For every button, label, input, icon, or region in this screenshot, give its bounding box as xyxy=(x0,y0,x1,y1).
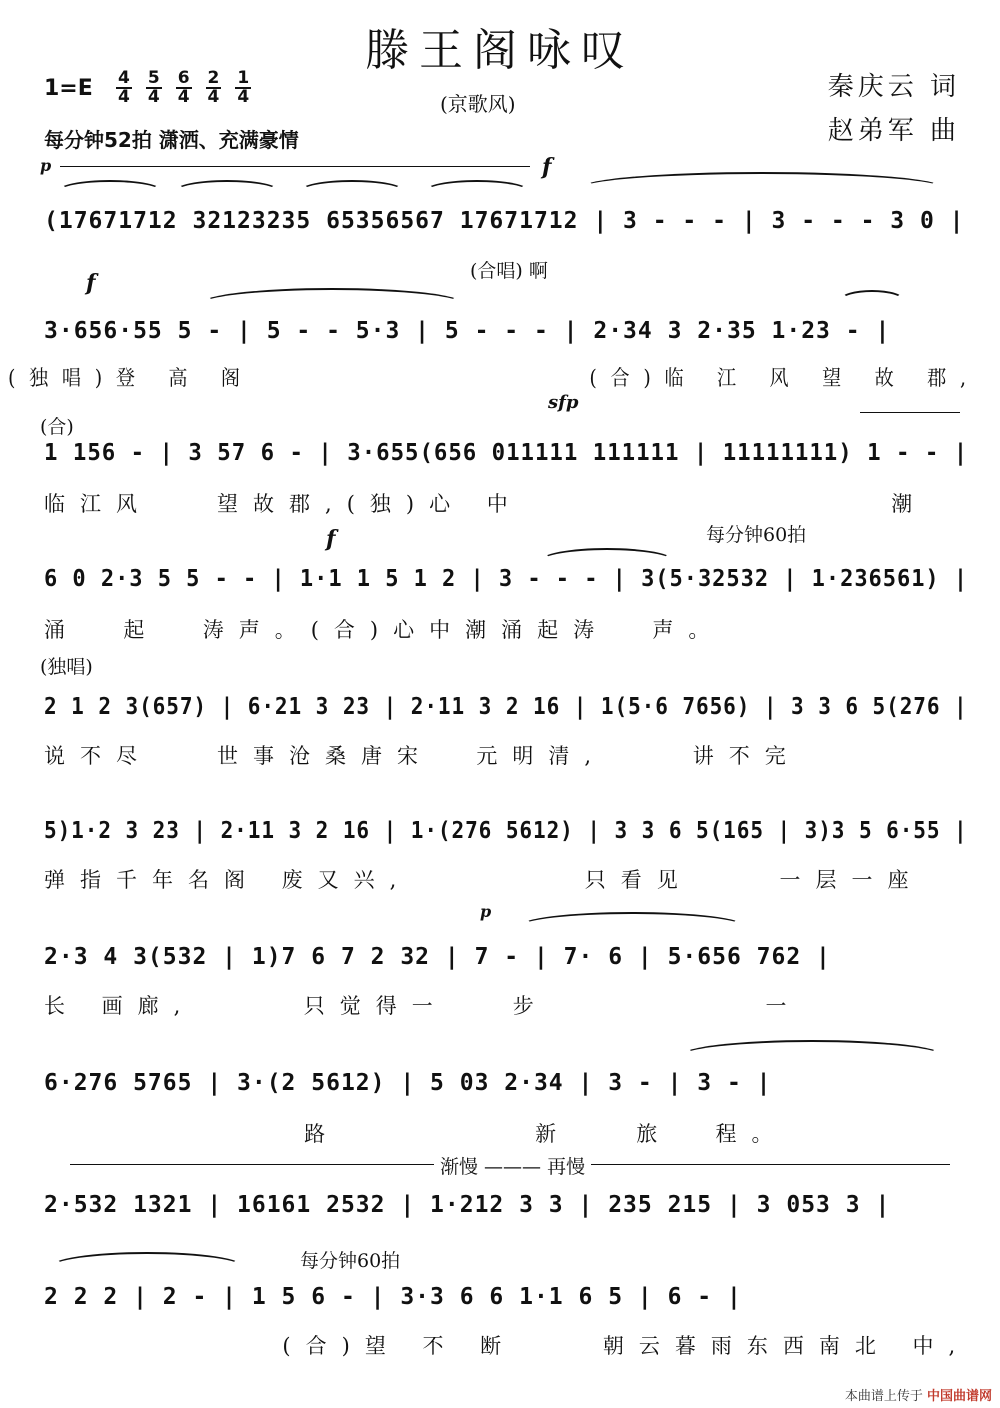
key-signature: 1=E xyxy=(44,76,93,101)
meter-6-4: $\frac{6}{4}$ xyxy=(177,68,190,107)
lyric-row-8: 路 新 旅 程。 xyxy=(44,1122,788,1146)
slur xyxy=(425,180,529,202)
notes-row-5: 2 1 2 3(657) | 6·21 3 23 | 2·11 3 2 16 | 1(5·6 7656) | 3 3 6 5(276 | xyxy=(44,694,968,720)
meter-5-4: $\frac{5}{4}$ xyxy=(147,68,160,107)
notes-row-2: 3·656·55 5 - | 5 - - 5·3 | 5 - - - | 2·34 3 2·35 1·23 - | xyxy=(44,318,891,344)
tempo-marking: 每分钟52拍 潇洒、充满豪情 xyxy=(44,128,299,152)
site-logo: 中国曲谱网 xyxy=(926,1389,992,1404)
slur xyxy=(58,180,162,202)
ritardando-marking: 渐慢 ——— 再慢 xyxy=(434,1152,591,1179)
hairpin-line xyxy=(60,166,530,167)
tempo-change-60: 每分钟60拍 xyxy=(300,1250,401,1272)
lyricist-credit: 秦庆云 词 xyxy=(827,72,960,102)
site-watermark: 本曲谱上传于 中国曲谱网 xyxy=(844,1389,992,1404)
slur xyxy=(840,290,904,310)
notes-row-8: 6·276 5765 | 3·(2 5612) | 5 03 2·34 | 3 - | 3 - | xyxy=(44,1070,772,1096)
score-row-4 xyxy=(44,566,968,606)
annotation-row-3: (合) xyxy=(40,416,74,438)
tie xyxy=(580,172,944,204)
tie xyxy=(680,1040,944,1072)
notes-row-7: 2·3 4 3(532 | 1)7 6 7 2 32 | 7 - | 7· 6 | 5·656 762 | xyxy=(44,944,831,970)
annotation-solo: (独唱) xyxy=(40,656,93,678)
slur xyxy=(300,180,404,202)
notes-row-3: 1 156 - | 3 57 6 - | 3·655(656 011111 111111 | 11111111) 1 - - | xyxy=(44,440,969,466)
meter-4-4: $\frac{4}{4}$ xyxy=(118,68,130,107)
score-row-5 xyxy=(44,694,968,734)
lyric-row-2: (独唱)登 高 阁 (合)临 江 风 望 故 郡, xyxy=(8,366,980,390)
notes-row-9: 2·532 1321 | 16161 2532 | 1·212 3 3 | 235 215 | 3 053 3 | xyxy=(44,1192,891,1218)
lyric-row-10: (合)望 不 断 朝云暮雨东西南北 中, xyxy=(44,1334,971,1358)
hairpin-line xyxy=(860,412,960,413)
tempo-change-60: 每分钟60拍 xyxy=(706,524,807,546)
lyric-row-5: 说不尽 世事沧桑唐宋 元明清, 讲不完 xyxy=(44,744,801,768)
time-signatures xyxy=(116,70,251,106)
lyric-row-6: 弹指千年名阁 废又兴, 只看见 一层一座 xyxy=(44,868,924,892)
score-row-2 xyxy=(44,318,968,358)
notes-row-6: 5)1·2 3 23 | 2·11 3 2 16 | 1·(276 5612) | 3 3 6 5(165 | 3)3 5 6·55 | xyxy=(44,818,968,844)
tie xyxy=(50,1252,244,1282)
style-note: (京歌风) xyxy=(440,92,516,116)
dynamic-sfp: sfp xyxy=(548,392,579,413)
score-row-8 xyxy=(44,1070,968,1110)
meter-1-4: $\frac{1}{4}$ xyxy=(237,68,250,107)
notes-row-4: 6 0 2·3 5 5 - - | 1·1 1 5 1 2 | 3 - - - | 3(5·32532 | 1·236561) | xyxy=(44,566,969,592)
score-row-10 xyxy=(44,1284,968,1324)
page-title: 滕王阁咏叹 xyxy=(365,25,635,76)
lyric-row-3: 临江风 望故郡,(独)心 中 潮 xyxy=(44,492,928,516)
dynamic-p: p xyxy=(40,156,52,175)
score-row-7 xyxy=(44,944,968,984)
slur xyxy=(200,288,464,320)
meter-2-4: $\frac{2}{4}$ xyxy=(207,68,220,107)
notes-row-10: 2 2 2 | 2 - | 1 5 6 - | 3·3 6 6 1·1 6 5 | 6 - | xyxy=(44,1284,742,1310)
slur xyxy=(175,180,279,202)
notes-row-1: (17671712 32123235 65356567 17671712 | 3 - - - | 3 - - - 3 0 | xyxy=(44,208,965,234)
annotation-row-1: (合唱) 啊 xyxy=(470,260,548,282)
dynamic-f: f xyxy=(326,526,336,552)
dynamic-p: p xyxy=(480,902,492,921)
composer-credit: 赵弟军 曲 xyxy=(827,116,960,146)
dynamic-f: f xyxy=(86,270,96,296)
lyric-row-4: 涌 起 涛声。(合)心中潮涌起涛 声。 xyxy=(44,618,725,642)
score-row-9 xyxy=(44,1192,968,1232)
score-row-1 xyxy=(44,208,968,248)
tie xyxy=(520,912,744,940)
dynamic-f: f xyxy=(542,154,552,180)
score-row-3 xyxy=(44,440,968,480)
score-row-6 xyxy=(44,818,968,858)
lyric-row-7: 长 画廊, 只觉得一 步 一 xyxy=(44,994,802,1018)
